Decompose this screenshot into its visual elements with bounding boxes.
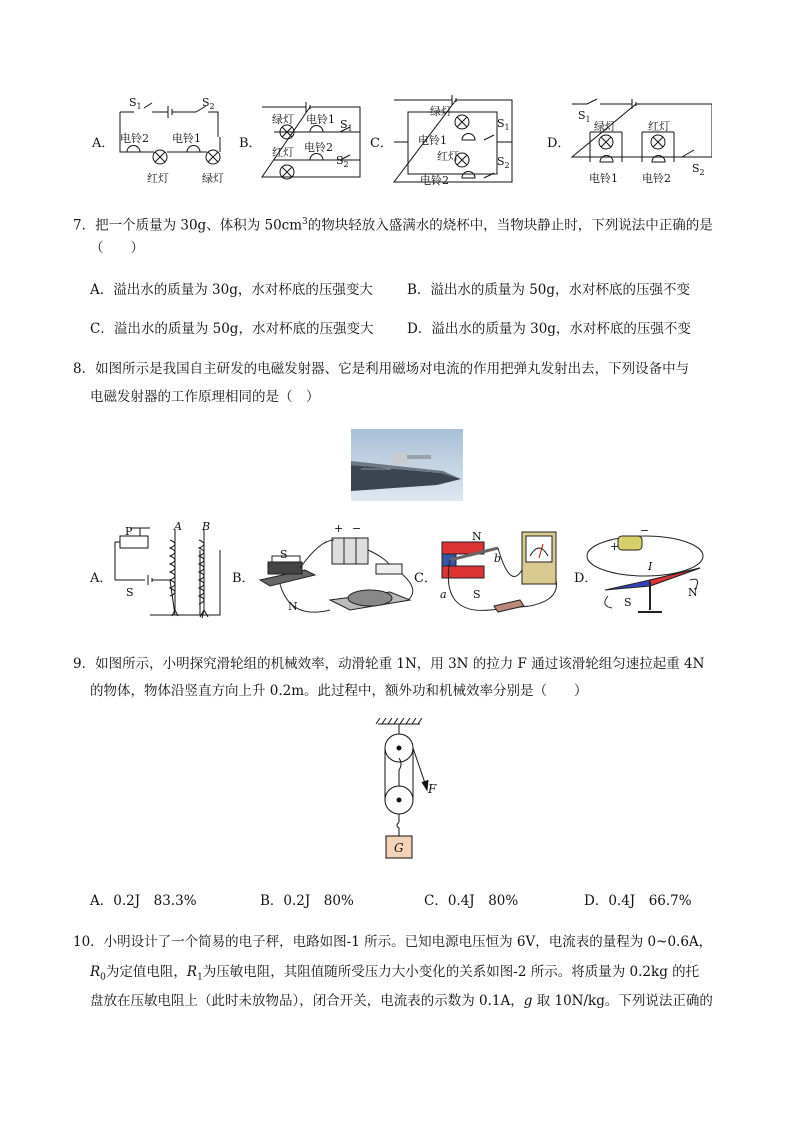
- q8-a-diagram: [115, 528, 220, 618]
- q8-stem-line1: 8．如图所示是我国自主研发的电磁发射器、它是利用磁场对电流的作用把弹丸发射出去，下列设备中与: [73, 361, 690, 377]
- q10-r0: R: [90, 964, 101, 980]
- q6-option-d-diagram: [572, 99, 712, 162]
- q6-c-s1: $S_1$: [497, 117, 510, 132]
- q8-d-plus: +: [610, 540, 620, 553]
- q8-a-b: B: [202, 520, 211, 533]
- q10-r1: R: [186, 964, 198, 980]
- q10-line3b: 取 10N/kg。下列说法正确的: [532, 993, 713, 1009]
- q6-option-d-letter: D．: [547, 136, 571, 151]
- q8-stem-line2: 电磁发射器的工作原理相同的是（ ）: [90, 389, 320, 405]
- q8-a-s: S: [126, 586, 134, 599]
- q6-c-green: 绿灯: [430, 105, 452, 118]
- q8-c-b: b: [494, 552, 502, 565]
- q8-c-a: a: [440, 588, 447, 601]
- q7-option-b: B．溢出水的质量为 50g，水对杯底的压强不变: [407, 282, 691, 298]
- q6-c-bell2: 电铃2: [420, 174, 449, 187]
- q10-line2: [90, 962, 699, 988]
- q6-b-bell2: 电铃2: [304, 141, 333, 154]
- q9-stem-line2: 的物体，物体沿竖直方向上升 0.2m。此过程中，额外功和机械效率分别是（ ）: [90, 683, 588, 699]
- q8-b-n: N: [288, 600, 298, 613]
- q6-circuit-options: [92, 92, 712, 192]
- q7-blank: （ ）: [90, 240, 144, 256]
- q6-a-red: 红灯: [147, 172, 169, 185]
- q8-d-diagram: [587, 536, 703, 612]
- q6-option-c-diagram: [394, 95, 512, 182]
- pulley-weight-label: G: [394, 841, 404, 855]
- q7-option-d: D．溢出水的质量为 30g，水对杯底的压强不变: [407, 321, 691, 337]
- q10-line1: 10．小明设计了一个简易的电子秤，电路如图-1 所示。已知电源电压恒为 6V，电流表的量程为 0~0.6A，: [73, 934, 713, 950]
- electromagnetic-launcher-image: [351, 429, 463, 501]
- pulley-diagram: [376, 718, 428, 858]
- q6-b-red: 红灯: [272, 146, 294, 159]
- pulley-force-label: F: [428, 782, 437, 796]
- q9-option-c: C．0.4J 80%: [424, 893, 519, 909]
- q8-b-plus: +: [334, 522, 344, 535]
- q7-option-a: A．溢出水的质量为 30g，水对杯底的压强变大: [90, 282, 373, 298]
- q6-option-c-letter: C．: [370, 136, 393, 151]
- q10-line2b: 为压敏电阻，其阻值随所受压力大小变化的关系如图-2 所示。将质量为 0.2kg 的托: [202, 964, 700, 980]
- q8-d-i: I: [648, 560, 653, 573]
- q6-a-bell2: 电铃2: [120, 132, 149, 145]
- q6-d-red: 红灯: [648, 120, 670, 133]
- q8-option-d-letter: D．: [574, 571, 598, 586]
- q8-option-c-letter: C．: [414, 571, 437, 586]
- q6-d-s2: $S_2$: [692, 162, 705, 177]
- q9-option-a: A．0.2J 83.3%: [90, 893, 197, 909]
- q6-b-s2: $S_2$: [336, 154, 349, 169]
- q6-circuit-svg: [92, 92, 712, 192]
- q8-a-a: A: [174, 520, 182, 533]
- q6-c-red: 红灯: [437, 150, 459, 163]
- q8-a-p: P: [125, 525, 133, 538]
- q6-a-bell1: 电铃1: [172, 132, 201, 145]
- q6-b-bell1: 电铃1: [306, 113, 335, 126]
- q10-line2a: 为定值电阻，: [105, 964, 187, 980]
- q8-option-b-letter: B．: [232, 571, 255, 586]
- q6-b-s1: $S_1$: [340, 118, 353, 133]
- q6-a-s1: $S_1$: [129, 96, 142, 111]
- q10-line3: [90, 991, 713, 1011]
- q6-option-a-letter: A．: [92, 136, 115, 151]
- q6-d-green: 绿灯: [594, 120, 616, 133]
- q10-g: g: [523, 993, 533, 1009]
- q9-stem-line1: 9．如图所示，小明探究滑轮组的机械效率，动滑轮重 1N，用 3N 的拉力 F 通过该滑轮组匀速拉起重 4N: [73, 656, 705, 672]
- q8-d-s: S: [624, 596, 632, 609]
- q6-a-green: 绿灯: [202, 172, 224, 185]
- q6-b-green: 绿灯: [272, 113, 294, 126]
- q8-c-n: N: [472, 530, 482, 543]
- q7-stem-part1: 7．把一个质量为 30g、体积为 50cm: [73, 217, 303, 234]
- q8-b-s: S: [280, 548, 288, 561]
- q6-option-b-letter: B．: [239, 136, 262, 151]
- q6-a-s2: $S_2$: [202, 96, 215, 111]
- q7-stem-part2: 的物块轻放入盛满水的烧杯中，当物块静止时，下列说法中正确的是: [307, 217, 713, 234]
- q6-d-bell1: 电铃1: [589, 172, 618, 185]
- q10-r1-sub: 1: [197, 972, 203, 983]
- q10-r0-sub: 0: [100, 972, 106, 983]
- q7-stem-sup: 3: [302, 217, 308, 227]
- q9-option-b: B．0.2J 80%: [260, 893, 354, 909]
- q8-b-minus: −: [352, 522, 362, 535]
- q6-c-bell1: 电铃1: [418, 134, 447, 147]
- q8-option-a-letter: A．: [90, 571, 113, 586]
- q8-d-minus: −: [640, 524, 650, 537]
- q8-d-n: N: [688, 586, 698, 599]
- q10-line3a: 盘放在压敏电阻上（此时未放物品），闭合开关，电流表的示数为 0.1A，: [90, 993, 524, 1009]
- q8-c-diagram: [442, 532, 556, 612]
- q8-c-s: S: [473, 588, 481, 601]
- q7-stem: [73, 212, 713, 236]
- q6-d-s1: $S_1$: [578, 109, 591, 124]
- q9-option-d: D．0.4J 66.7%: [584, 893, 692, 909]
- q6-c-s2: $S_2$: [497, 155, 510, 170]
- q8-options-figure: [90, 520, 730, 630]
- q7-option-c: C．溢出水的质量为 50g，水对杯底的压强变大: [90, 321, 374, 337]
- pulley-figure: [370, 718, 450, 870]
- q6-d-bell2: 电铃2: [642, 172, 671, 185]
